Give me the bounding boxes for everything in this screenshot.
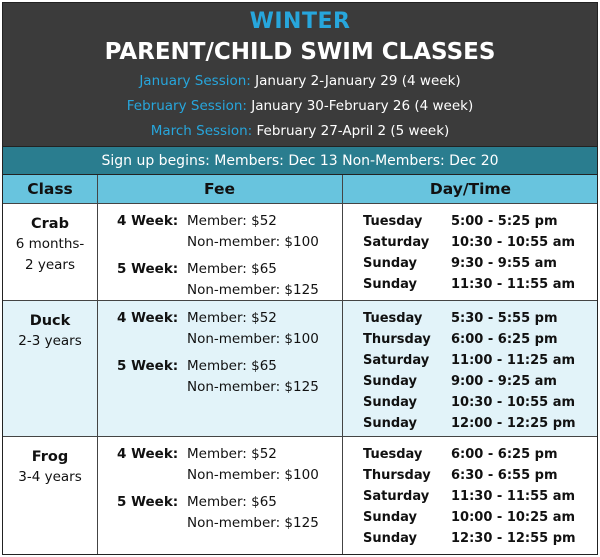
fee-non-member: Non-member: $100: [187, 331, 319, 347]
session-line: [3, 98, 597, 114]
schedule-item: [342, 392, 598, 413]
class-age: 3-4 years: [18, 469, 82, 485]
session-dates: January 2-January 29 (4 week): [255, 73, 461, 89]
header-day-time: Day/Time: [429, 180, 512, 198]
header-fee: Fee: [204, 180, 235, 198]
fee-group: [97, 356, 342, 404]
schedule-day: Saturday: [363, 353, 430, 368]
class-age: 2 years: [24, 257, 76, 273]
signup-banner: Sign up begins: Members: Dec 13 Non-Members: Dec 20: [3, 146, 597, 175]
schedule-time: 10:30 - 10:55 am: [451, 395, 576, 410]
schedule-day: Sunday: [363, 277, 418, 292]
schedule-day: Sunday: [363, 510, 418, 525]
fee-cell: [97, 444, 342, 540]
schedule-item: [342, 232, 598, 253]
schedule-day: Sunday: [363, 395, 418, 410]
fee-member: Member: $65: [187, 358, 277, 374]
schedule-day: Tuesday: [363, 214, 423, 229]
schedule-item: [342, 507, 598, 528]
table-row: [3, 204, 597, 301]
schedule-day: Sunday: [363, 531, 418, 546]
fee-group: [97, 211, 342, 259]
class-cell: [3, 447, 97, 488]
flyer-header: [3, 3, 597, 146]
schedule-cell: [342, 444, 598, 549]
fee-non-member: Non-member: $125: [187, 515, 319, 531]
fee-group: [97, 444, 342, 492]
schedule-time: 10:00 - 10:25 am: [451, 510, 576, 525]
schedule-time: 9:00 - 9:25 am: [451, 374, 557, 389]
fee-non-member: Non-member: $125: [187, 282, 319, 298]
header-class: Class: [27, 180, 73, 198]
fee-member: Member: $52: [187, 446, 277, 462]
fee-non-member: Non-member: $100: [187, 234, 319, 250]
schedule-time: 11:30 - 11:55 am: [451, 489, 576, 504]
fee-member: Member: $52: [187, 310, 277, 326]
fee-member: Member: $65: [187, 494, 277, 510]
table-row: [3, 301, 597, 437]
class-age: 6 months-: [15, 236, 85, 252]
swim-class-flyer: [2, 2, 598, 555]
class-name: Duck: [29, 313, 71, 329]
schedule-item: [342, 329, 598, 350]
schedule-cell: [342, 211, 598, 295]
session-name: January Session:: [139, 73, 251, 89]
schedule-day: Sunday: [363, 256, 418, 271]
fee-group: [97, 492, 342, 540]
class-age: 2-3 years: [18, 333, 82, 349]
fee-week: 4 Week:: [117, 446, 179, 462]
fee-group: [97, 259, 342, 307]
fee-week: 5 Week:: [117, 494, 179, 510]
schedule-item: [342, 413, 598, 434]
schedule-time: 9:30 - 9:55 am: [451, 256, 557, 271]
class-cell: [3, 214, 97, 276]
session-name: February Session:: [126, 98, 247, 114]
schedule-item: [342, 308, 598, 329]
session-dates: January 30-February 26 (4 week): [251, 98, 474, 114]
column-divider: [342, 175, 343, 555]
fee-group: [97, 308, 342, 356]
schedule-time: 12:30 - 12:55 pm: [451, 531, 576, 546]
schedule-time: 10:30 - 10:55 am: [451, 235, 576, 250]
fee-member: Member: $65: [187, 261, 277, 277]
class-name: Crab: [31, 216, 69, 232]
schedule-item: [342, 444, 598, 465]
schedule-day: Sunday: [363, 416, 418, 431]
schedule-day: Tuesday: [363, 311, 423, 326]
schedule-day: Saturday: [363, 235, 430, 250]
column-divider: [97, 175, 98, 555]
schedule-item: [342, 350, 598, 371]
schedule-time: 11:30 - 11:55 am: [451, 277, 576, 292]
schedule-item: [342, 528, 598, 549]
schedule-time: 5:00 - 5:25 pm: [451, 214, 558, 229]
schedule-time: 6:00 - 6:25 pm: [451, 447, 558, 462]
class-cell: [3, 311, 97, 352]
fee-cell: [97, 308, 342, 404]
schedule-item: [342, 211, 598, 232]
schedule-time: 5:30 - 5:55 pm: [451, 311, 558, 326]
fee-week: 4 Week:: [117, 310, 179, 326]
fee-non-member: Non-member: $100: [187, 467, 319, 483]
schedule-day: Thursday: [363, 468, 431, 483]
class-name: Frog: [31, 449, 69, 465]
table-row: [3, 437, 597, 555]
fee-member: Member: $52: [187, 213, 277, 229]
table-header: [3, 175, 597, 204]
schedule-item: [342, 465, 598, 486]
fee-week: 5 Week:: [117, 358, 179, 374]
fee-week: 4 Week:: [117, 213, 179, 229]
schedule-item: [342, 253, 598, 274]
schedule-time: 6:30 - 6:55 pm: [451, 468, 558, 483]
fee-non-member: Non-member: $125: [187, 379, 319, 395]
schedule-day: Tuesday: [363, 447, 423, 462]
season-title: WINTER: [249, 9, 351, 34]
fee-cell: [97, 211, 342, 307]
fee-week: 5 Week:: [117, 261, 179, 277]
session-dates: February 27-April 2 (5 week): [256, 123, 450, 139]
schedule-day: Sunday: [363, 374, 418, 389]
session-line: [3, 123, 597, 139]
schedule-item: [342, 274, 598, 295]
schedule-item: [342, 371, 598, 392]
schedule-time: 11:00 - 11:25 am: [451, 353, 576, 368]
schedule-item: [342, 486, 598, 507]
schedule-time: 12:00 - 12:25 pm: [451, 416, 576, 431]
schedule-cell: [342, 308, 598, 434]
schedule-time: 6:00 - 6:25 pm: [451, 332, 558, 347]
schedule-day: Saturday: [363, 489, 430, 504]
page-title: PARENT/CHILD SWIM CLASSES: [104, 39, 496, 65]
schedule-day: Thursday: [363, 332, 431, 347]
session-line: [3, 73, 597, 89]
session-name: March Session:: [150, 123, 253, 139]
